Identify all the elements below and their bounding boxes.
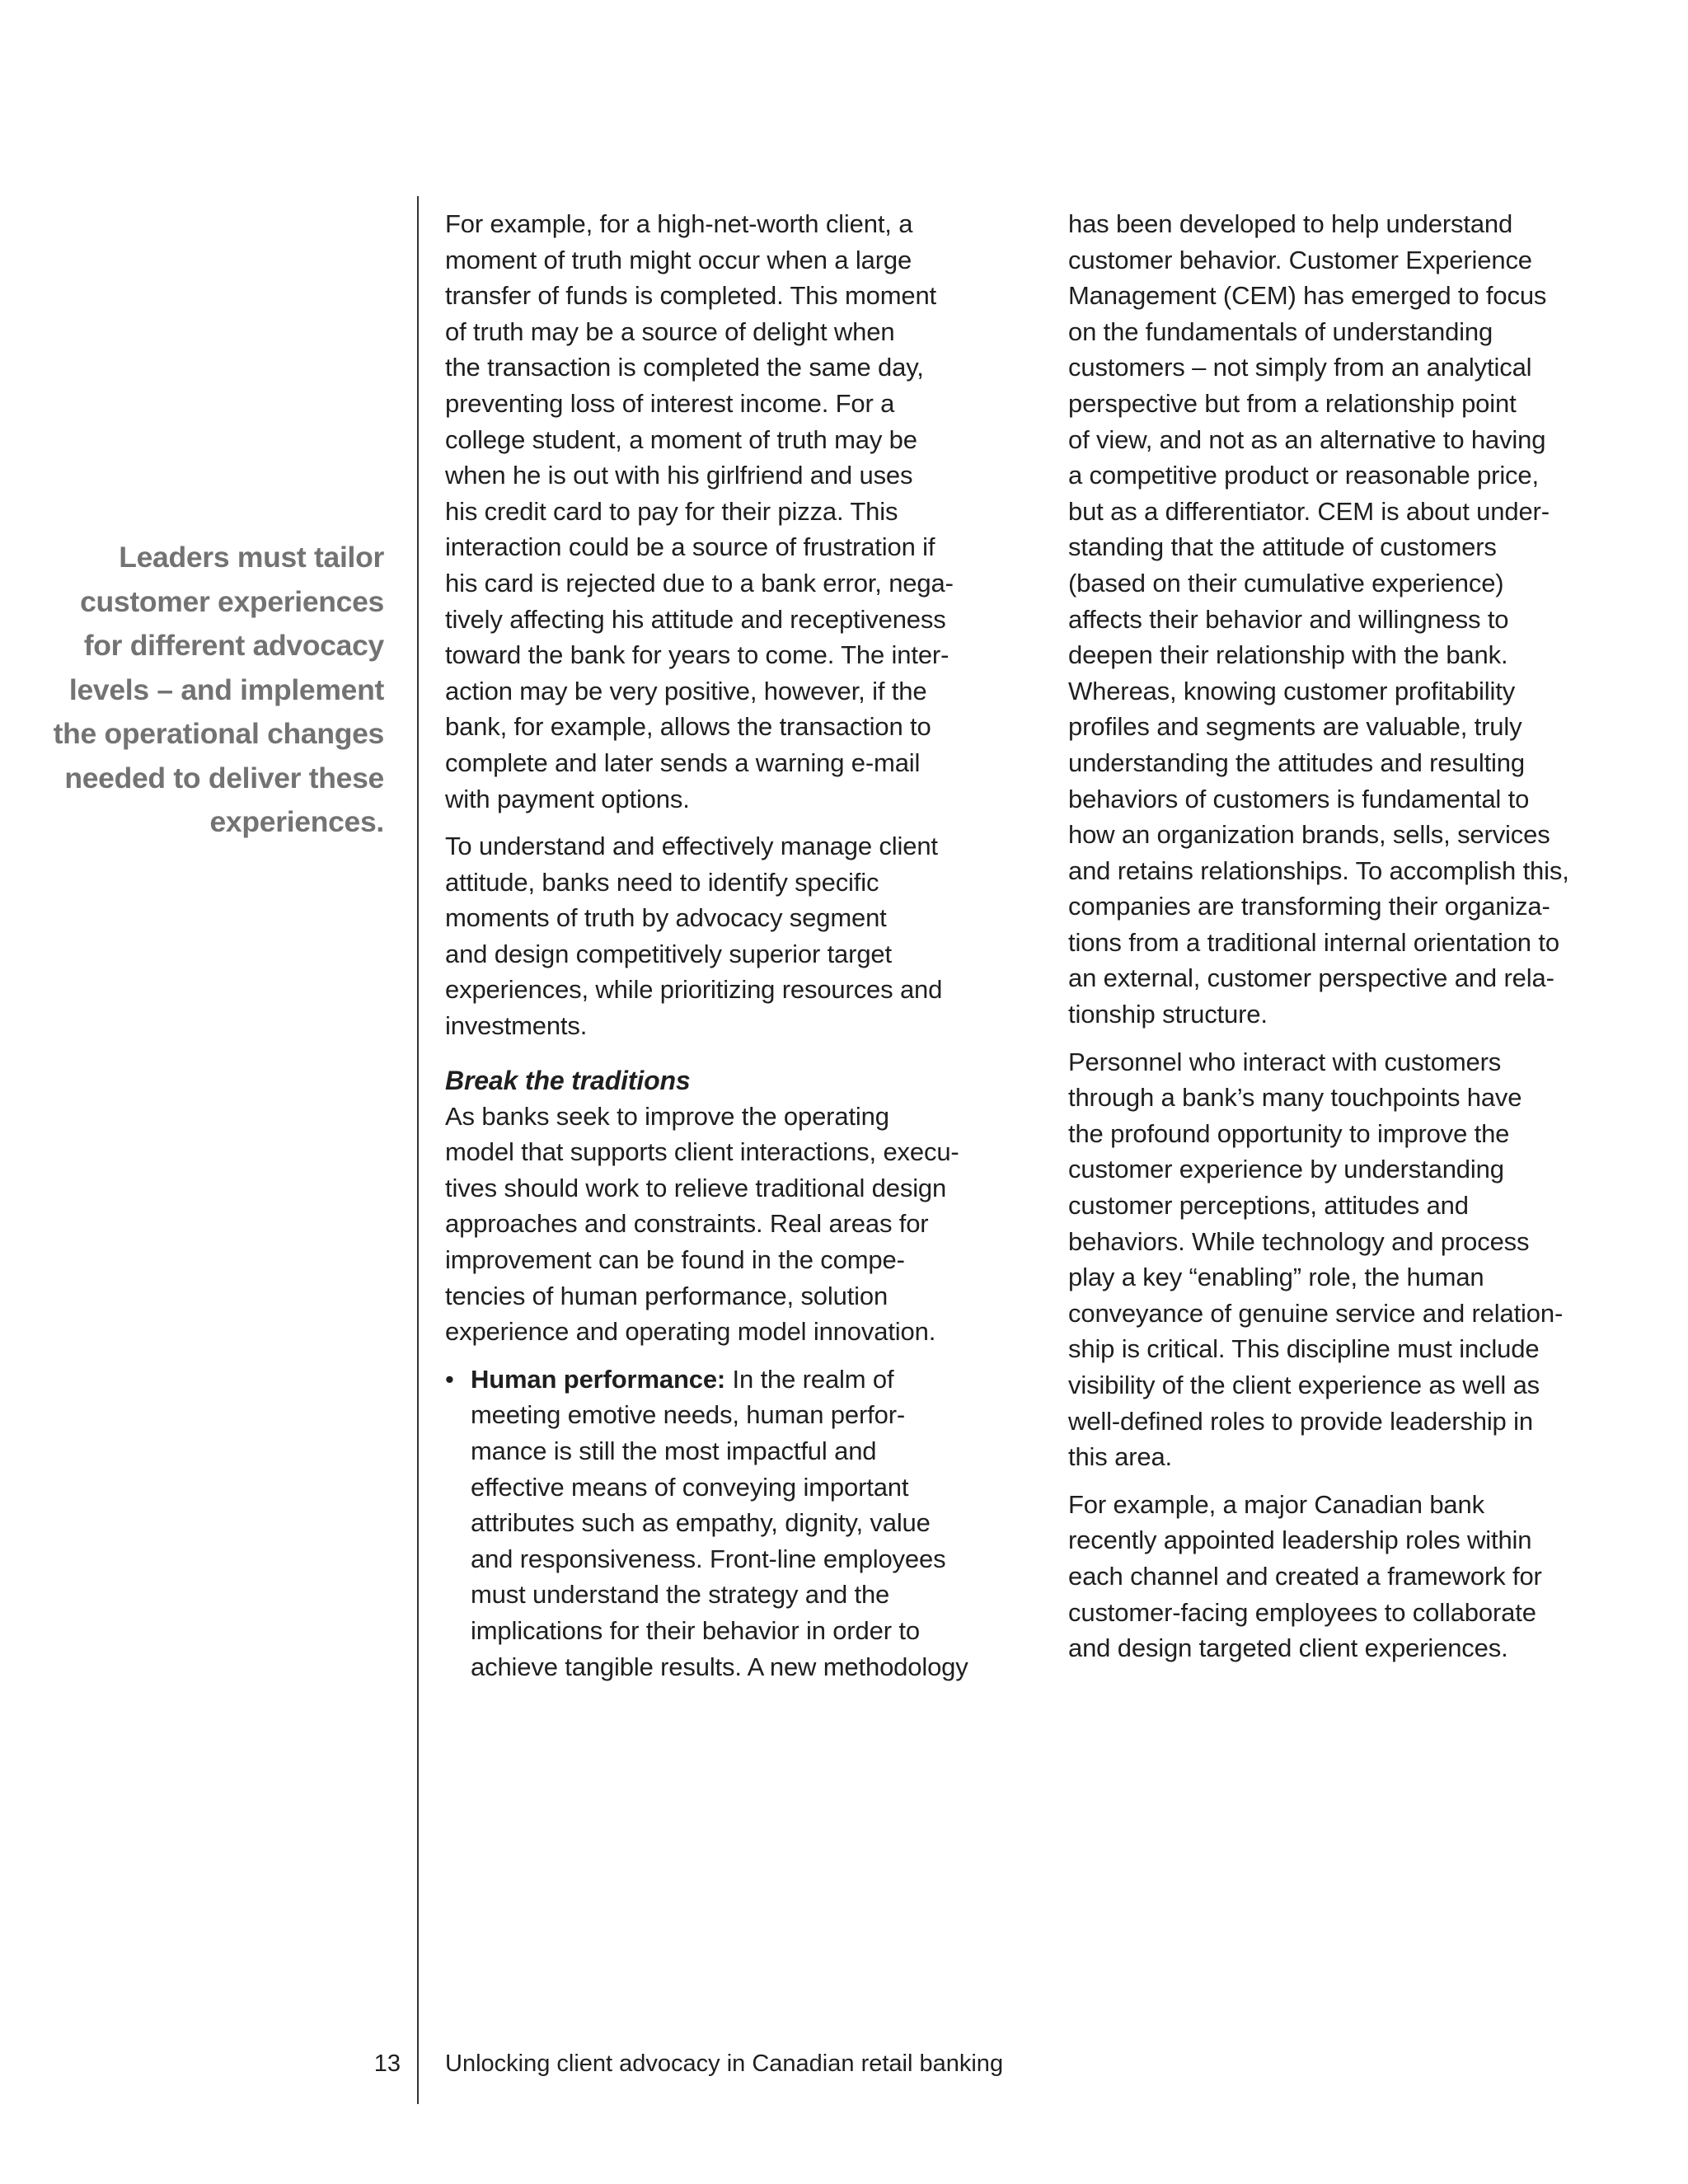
text-line: companies are transforming their organiza- (1068, 892, 1550, 921)
text-line: preventing loss of interest income. For a (445, 388, 895, 418)
bullet-first-line-text: In the realm of (725, 1364, 894, 1394)
text-line: As banks seek to improve the operating (445, 1101, 889, 1131)
text-line: customer-facing employees to collaborate (1068, 1597, 1536, 1627)
text-line: tions from a traditional internal orientation to (1068, 927, 1559, 957)
pull-quote (49, 536, 384, 845)
text-line: experiences. (209, 805, 384, 838)
text-line: on the fundamentals of understanding (1068, 316, 1493, 346)
text-line: of truth may be a source of delight when (445, 316, 895, 346)
text-line: mance is still the most impactful and (471, 1436, 877, 1465)
text-line: action may be very positive, however, if the (445, 676, 927, 705)
page-number: 13 (373, 2050, 401, 2077)
bullet-body (471, 1397, 1006, 1685)
text-line: recently appointed leadership roles within (1068, 1526, 1532, 1555)
text-line: Personnel who interact with customers (1068, 1047, 1502, 1076)
text-line: and responsiveness. Front-line employees (471, 1544, 946, 1573)
text-line: implications for their behavior in order to (471, 1615, 920, 1645)
text-line: customer perceptions, attitudes and (1068, 1191, 1469, 1221)
text-line: approaches and constraints. Real areas for (445, 1209, 929, 1239)
text-line: play a key “enabling” role, the human (1068, 1263, 1484, 1292)
text-line: a competitive product or reasonable price, (1068, 461, 1539, 490)
text-line: the transaction is completed the same day, (445, 353, 924, 382)
text-line: must understand the strategy and the (471, 1580, 890, 1610)
text-line: standing that the attitude of customers (1068, 532, 1497, 562)
text-line: customer behavior. Customer Experience (1068, 245, 1532, 274)
text-line: profiles and segments are valuable, truly (1068, 712, 1522, 742)
text-line: experiences, while prioritizing resources and (445, 975, 943, 1005)
text-line: customer experiences (80, 584, 384, 618)
text-line: (based on their cumulative experience) (1068, 568, 1504, 598)
right-paragraph-2 (1068, 1044, 1629, 1475)
left-paragraph-1 (445, 206, 1006, 817)
text-line: interaction could be a source of frustration if (445, 532, 935, 562)
text-line: conveyance of genuine service and relation- (1068, 1298, 1564, 1328)
bullet-marker: • (445, 1364, 454, 1394)
text-line: model that supports client interactions, execu- (445, 1137, 959, 1167)
text-line: ship is critical. This discipline must include (1068, 1334, 1540, 1364)
left-column (445, 206, 1006, 1685)
text-line: and design targeted client experiences. (1068, 1633, 1508, 1663)
text-line: through a bank’s many touchpoints have (1068, 1083, 1522, 1113)
left-paragraph-3 (445, 1099, 1006, 1350)
text-line: affects their behavior and willingness to (1068, 604, 1509, 634)
text-line: and design competitively superior target (445, 939, 892, 968)
vertical-divider (417, 196, 419, 2104)
right-paragraph-1 (1068, 206, 1629, 1033)
text-line: tencies of human performance, solution (445, 1281, 889, 1310)
text-line: his card is rejected due to a bank error, nega- (445, 568, 954, 598)
section-heading: Break the traditions (445, 1065, 691, 1095)
text-line: complete and later sends a warning e-mail (445, 748, 921, 777)
text-line: meeting emotive needs, human perfor- (471, 1400, 906, 1430)
text-line: achieve tangible results. A new methodology (471, 1652, 968, 1681)
right-column (1068, 206, 1629, 1678)
text-line: deepen their relationship with the bank. (1068, 640, 1508, 670)
text-line: when he is out with his girlfriend and uses (445, 461, 913, 490)
text-line: his credit card to pay for their pizza. This (445, 496, 898, 526)
text-line: the operational changes (53, 717, 384, 750)
text-line: well-defined roles to provide leadership in (1068, 1406, 1533, 1436)
text-line: investments. (445, 1011, 588, 1041)
text-line: effective means of conveying important (471, 1472, 909, 1502)
text-line: and retains relationships. To accomplish this, (1068, 855, 1569, 885)
running-footer-title: Unlocking client advocacy in Canadian retail banking (445, 2050, 1004, 2077)
text-line: of view, and not as an alternative to having (1068, 424, 1546, 454)
text-line: attributes such as empathy, dignity, value (471, 1508, 931, 1538)
bullet-item-human-performance (445, 1361, 1006, 1685)
text-line: for different advocacy (83, 629, 384, 662)
text-line: this area. (1068, 1442, 1173, 1472)
text-line: but as a differentiator. CEM is about under- (1068, 496, 1550, 526)
text-line: understanding the attitudes and resulting (1068, 748, 1525, 777)
right-paragraph-3 (1068, 1487, 1629, 1666)
text-line: For example, a major Canadian bank (1068, 1489, 1484, 1519)
text-line: improvement can be found in the compe- (445, 1245, 905, 1275)
text-line: bank, for example, allows the transaction to (445, 712, 931, 742)
text-line: To understand and effectively manage client (445, 832, 938, 861)
text-line: Management (CEM) has emerged to focus (1068, 281, 1547, 311)
text-line: customer experience by understanding (1068, 1155, 1504, 1184)
text-line: Leaders must tailor (119, 541, 384, 574)
text-line: For example, for a high-net-worth client, a (445, 209, 913, 238)
bullet-lead: Human performance: (471, 1364, 726, 1394)
text-line: each channel and created a framework for (1068, 1561, 1542, 1591)
text-line: attitude, banks need to identify specific (445, 867, 879, 897)
text-line: visibility of the client experience as well as (1068, 1371, 1540, 1399)
text-line: an external, customer perspective and rela- (1068, 963, 1554, 993)
left-paragraph-2 (445, 828, 1006, 1044)
text-line: with payment options. (445, 784, 690, 813)
text-line: levels – and implement (68, 673, 384, 706)
text-line: Whereas, knowing customer profitability (1068, 676, 1516, 705)
text-line: tively affecting his attitude and receptiveness (445, 604, 946, 634)
text-line: college student, a moment of truth may be (445, 424, 917, 454)
text-line: moments of truth by advocacy segment (445, 903, 887, 933)
text-line: transfer of funds is completed. This moment (445, 281, 937, 311)
text-line: has been developed to help understand (1068, 209, 1513, 238)
text-line: experience and operating model innovation. (445, 1317, 936, 1347)
text-line: the profound opportunity to improve the (1068, 1118, 1510, 1148)
text-line: needed to deliver these (64, 761, 384, 794)
text-line: customers – not simply from an analytical (1068, 353, 1532, 382)
text-line: perspective but from a relationship point (1068, 388, 1517, 418)
text-line: behaviors of customers is fundamental to (1068, 784, 1530, 813)
text-line: how an organization brands, sells, services (1068, 820, 1550, 850)
bullet-first-line (471, 1361, 1006, 1398)
text-line: tives should work to relieve traditional design (445, 1173, 947, 1202)
text-line: moment of truth might occur when a large (445, 245, 912, 274)
text-line: tionship structure. (1068, 1000, 1268, 1029)
text-line: toward the bank for years to come. The inter- (445, 640, 950, 670)
text-line: behaviors. While technology and process (1068, 1226, 1530, 1256)
